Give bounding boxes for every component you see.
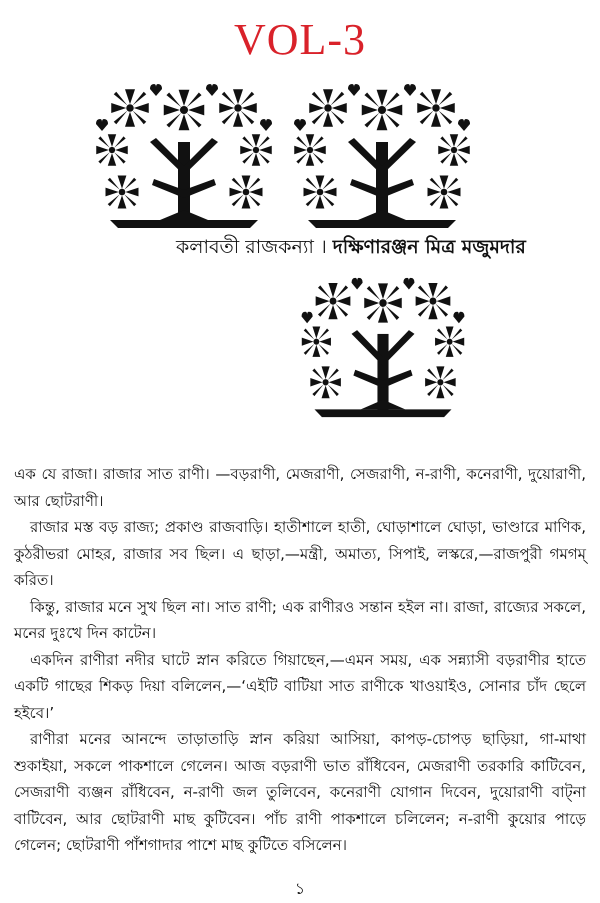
story-title-line <box>176 233 586 265</box>
floral-woodcut-icon <box>296 274 470 419</box>
page-number: ১ <box>294 879 306 898</box>
story-title: কলাবতী রাজকন্যা <box>176 236 314 258</box>
volume-heading: VOL-3 <box>233 15 367 64</box>
title-separator: । <box>319 236 327 258</box>
floral-woodcut-icon <box>90 80 278 230</box>
paragraph: রাজার মস্ত বড় রাজ্য; প্রকাণ্ড রাজবাড়ি। হাতীশালে হাতী, ঘোড়াশালে ঘোড়া, ভাণ্ডারে মাণিক, কুঠরীভরা মোহর, রাজার সব ছিল। এ ছাড়া,—মন্ত্রী, অমাত্য, সিপাই, লস্করে,—রাজপুরী গমগম্ করিত। <box>14 518 586 589</box>
paragraph: কিন্তু, রাজার মনে সুখ ছিল না। সাত রাণী; এক রাণীরও সন্তান হইল না। রাজা, রাজ্যের সকলে, মনের দুঃখে দিন কাটেন। <box>14 597 586 642</box>
paragraph: একদিন রাণীরা নদীর ঘাটে স্নান করিতে গিয়াছেন,—এমন সময়, এক সন্ন্যাসী বড়রাণীর হাতে একটি গাছের শিকড় দিয়া বলিলেন,—‘এইটি বাটিয়া সাত রাণীকে খাওয়াইও, সোনার চাঁদ ছেলে হইবে।’ <box>14 650 586 722</box>
paragraph: এক যে রাজা। রাজার সাত রাণী। —বড়রাণী, মেজরাণী, সেজরাণী, ন-রাণী, কনেরাণী, দুয়োরাণী, আর ছোটরাণী। <box>14 465 586 510</box>
paragraph: রাণীরা মনের আনন্দে তাড়াতাড়ি স্নান করিয়া আসিয়া, কাপড়-চোপড় ছাড়িয়া, গা-মাথা শুকাইয়া, সকলে পাকশালে গেলেন। আজ বড়রাণী ভাত রাঁধিবেন, মেজরাণী তরকারি কাটিবেন, সেজরাণী ব্যঞ্জন রাঁধিবেন, ন-রাণী জল তুলিবেন, কনেরাণী যোগান দিবেন, দুয়োরাণী বাট্না বাটিবেন, আর ছোটরাণী মাছ কুটিবেন। পাঁচ রাণী পাকশালে চলিলেন; ন-রাণী কুয়োর পাড়ে গেলেন; ছোটরাণী পাঁশগাদার পাশে মাছ কুটিতে বসিলেন। <box>14 730 586 854</box>
author-name: দক্ষিণারঞ্জন মিত্র মজুমদার <box>332 236 526 258</box>
floral-woodcut-icon <box>288 80 476 230</box>
story-body <box>14 461 586 859</box>
